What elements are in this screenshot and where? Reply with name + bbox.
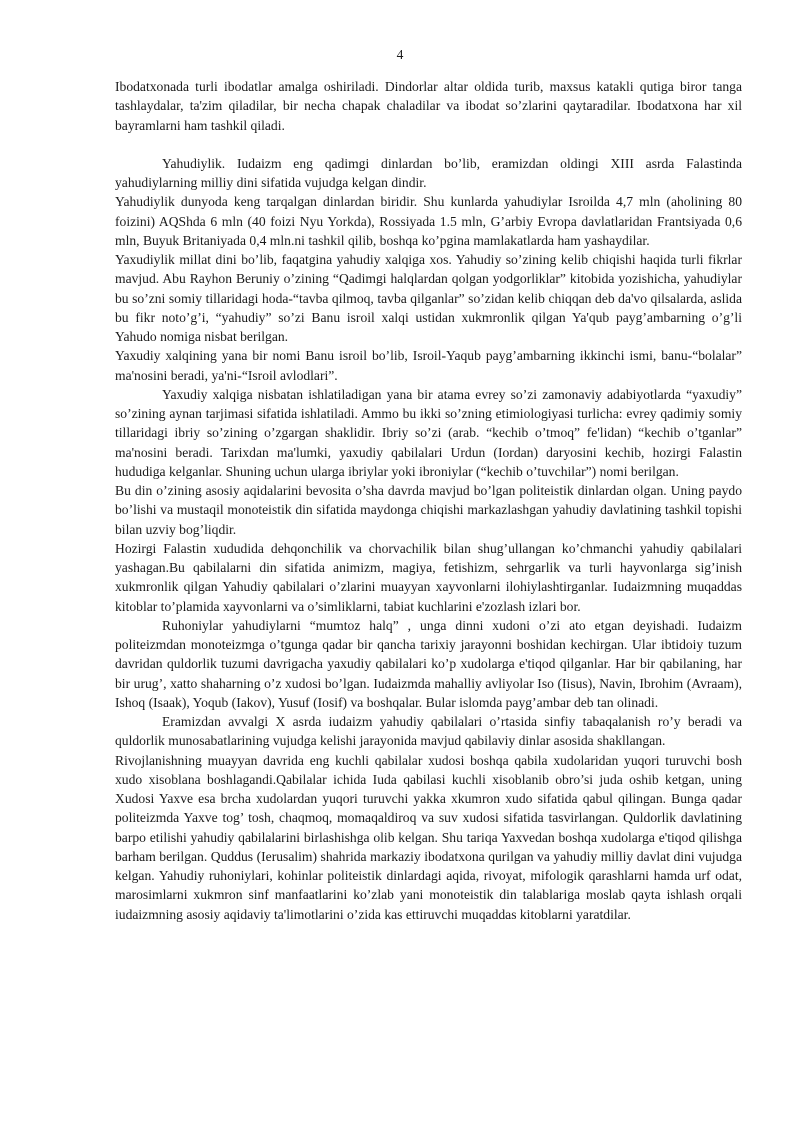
paragraph-2: Yahudiylik. Iudaizm eng qadimgi dinlardan bo’lib, eramizdan oldingi XIII asrda Falastinda yahudiylarning milliy dini sifatida vujudga kelgan dindir. [115, 155, 742, 190]
paragraph-3: Yahudiylik dunyoda keng tarqalgan dinlardan biridir. Shu kunlarda yahudiylar Isroilda 4,7 mln (aholining 80 foizini) AQShda 6 mln (40 foizi Nyu Yorkda), Rossiyada 1.5 mln, G’arbiy Evropa davlatlaridan Frantsiyada 0,6 mln, Buyuk Britaniyada 0,4 mln.ni tashkil qilib, boshqa ko’pgina mamlakatlarda ham yashaydilar. [115, 194, 742, 248]
paragraph-6: Yaxudiy xalqiga nisbatan ishlatiladigan yana bir atama evrey so’zi zamonaviy adabiyotlarda “yaxudiy” so’zining aynan tarjimasi sifatida ishlatiladi. Ammo bu ikki so’zning etimiologiyasi turlicha: evrey qadimiy somiy tillaridagi ibriy so’zining o’zgargan shaklidir. Ibriy so’zi (arab. “kechib o’tmoq” fe'lidan) “kechib o’tganlar” ma'nosini beradi. Tarixdan ma'lumki, yaxudiy qabilalari Urdun (Iordan) daryosini kechib, hozirgi Falastin hududiga kelganlar. Shuning uchun ularga ibriylar yoki ibroniylar (“kechib o’tuvchilar”) nomi berilgan. [115, 386, 742, 479]
paragraph-9: Ruhoniylar yahudiylarni “mumtoz halq” , unga dinni xudoni o’zi ato etgan deyishadi. Iudaizm politeizmdan monoteizmga o’tgunga qadar bir qancha tarixiy jarayonni boshidan kechirgan. Ular ibtidoiy tuzum davridan quldorlik tuzumi davrigacha yaxudiy qabilalari ko’p xudolarga e'tiqod qilganlar. Har bir qabilaning, har bir urug’, xatto shaharning o’z xudosi bo’lgan. Iudaizmda mahalliy avliyolar Iso (Iisus), Navin, Ibrohim (Avraam), Ishoq (Isaak), Yoqub (Iakov), Yusuf (Iosif) va boshqalar. Bular islomda payg’ambar deb tan olinadi. [115, 617, 742, 710]
paragraph-7: Bu din o’zining asosiy aqidalarini bevosita o’sha davrda mavjud bo’lgan politeistik dinlardan olgan. Uning paydo bo’lishi va mustaqil monoteistik din sifatida maydonga chiqishi markazlashgan yahudiy davlatining tashkil topishi bilan uzviy bog’liqdir. [115, 483, 742, 537]
paragraph-5: Yaxudiy xalqining yana bir nomi Banu isroil bo’lib, Isroil-Yaqub payg’ambarning ikkinchi ismi, banu-“bolalar” ma'nosini beradi, ya'ni-“Isroil avlodlari”. [115, 348, 742, 383]
paragraph-8: Hozirgi Falastin xududida dehqonchilik va chorvachilik bilan shug’ullangan ko’chmanchi yahudiy qabilalari yashagan.Bu qabilalarni din sifatida animizm, magiya, fetishizm, sehrgarlik va turli hayvonlarga sig’inish xukmronlik qilgan Yahudiy qabilalari o’zlarini muayyan xayvonlarni ilohiylashtirganlar. Iudaizmning muqaddas kitoblar to’plamida xayvonlarni va o’simliklarni, tabiat kuchlarini e'zozlash izlari bor. [115, 540, 742, 614]
paragraph-11: Rivojlanishning muayyan davrida eng kuchli qabilalar xudosi boshqa qabila xudolaridan yuqori turuvchi bosh xudo xisoblana boshlagandi.Qabilalar ichida Iuda qabilasi kuchli xisoblanib obro’si juda oshib ketgan, uning Xudosi Yaxve esa brcha xudolardan yuqori turuvchi yakka xkumron xudo sifatida qabul qilingan. Bunga qadar politeizmda Yaxve tog’ tosh, chaqmoq, momaqaldiroq va suv xudosi sifatida tasvirlangan. Quldorlik davlatining barpo etilishi yahudiy qabilalarini birlashishga olib kelgan. Shu tariqa Yaxvedan boshqa xudolarga e'tiqod qilishga barham berilgan. Quddus (Ierusalim) shahrida markaziy ibodatxona qurilgan va yahudiy milliy davlat dini vujudga kelgan. Yahudiy ruhoniylari, kohinlar politeistik dinlardagi aqida, rivoyat, mifologik qarashlarni hamda urf odat, marosimlarni xukmron sinf manfaatlarini ko’zlab yani monoteistik din talablariga moslab qayta ishlash orqali iudaizmning asosiy aqidaviy ta'limotlarini o’zida kas ettiruvchi muqaddas kitoblarni yaratdilar. [115, 752, 742, 922]
paragraph-4: Yaxudiylik millat dini bo’lib, faqatgina yahudiy xalqiga xos. Yahudiy so’zining kelib chiqishi haqida turli fikrlar mavjud. Abu Rayhon Beruniy o’zining “Qadimgi halqlardan qolgan yodgorliklar” kitobida yozishicha, yahudiylar bu so’zni somiy tillaridagi hoda-“tavba qilmoq, tavba qilganlar” so’zidan kelib chiqqan deb da'vo qilsalarda, aslida bu fikr noto’g’i, “yahudiy” so’zi Banu isroil xalqi ustidan xukmronlik qilgan Ya'qub payg’ambarning o’g’li Yahudo nomiga nisbat berilgan. [115, 252, 742, 344]
document-body [115, 77, 742, 924]
paragraph-10: Eramizdan avvalgi X asrda iudaizm yahudiy qabilalari o’rtasida sinfiy tabaqalanish ro’y beradi va quldorlik munosabatlarining vujudga kelishi jarayonida mavjud qabilaviy dinlar asosida shakllangan. [115, 714, 742, 749]
paragraph-1: Ibodatxonada turli ibodatlar amalga oshiriladi. Dindorlar altar oldida turib, maxsus katakli qutiga biror tanga tashlaydalar, ta'zim qiladilar, bir necha chapak chaladilar va ibodat so’zlarini qaytaradilar. Ibodatxona har xil bayramlarni ham tashkil qiladi. [115, 79, 742, 133]
page-number: 4 [396, 47, 404, 62]
paragraph-gap [115, 135, 742, 154]
